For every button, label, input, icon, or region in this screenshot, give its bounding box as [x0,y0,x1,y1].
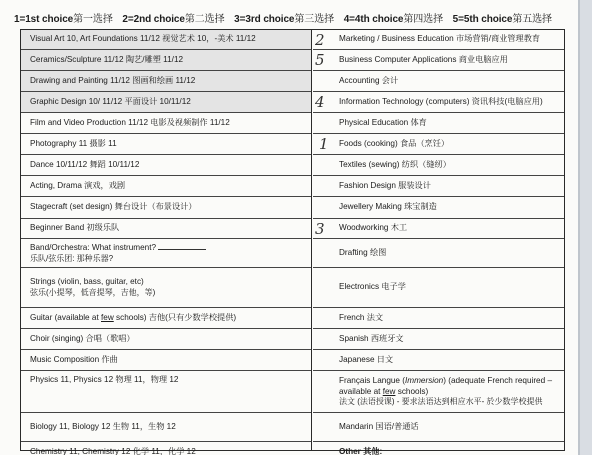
course-row-french-immersion[interactable]: Français Langue (Immersion) (adequate French required – available at few schools) 法文 (法语授课) - 要求法语达到相应水平- 於少数学校提供 [313,371,564,413]
legend-4-zh: 第四选择 [403,14,443,25]
course-row-drawing-painting[interactable]: Drawing and Painting 11/12 图画和绘画 11/12 [21,71,311,92]
legend-2-zh: 第二选择 [184,14,225,25]
course-row-choir[interactable]: Choir (singing) 合唱（歌唱） [21,329,311,350]
course-row-physics[interactable]: Physics 11, Physics 12 物理 11，物理 12 [21,371,311,413]
course-row-spanish[interactable]: Spanish 西班牙文 [313,329,564,350]
legend-4: 4=4th choice [343,14,404,25]
course-row-ceramics[interactable]: Ceramics/Sculpture 11/12 陶艺/雕塑 11/12 [21,50,311,71]
course-row-film-video[interactable]: Film and Video Production 11/12 电影及视频制作 11/12 [21,113,311,134]
course-table [20,29,565,455]
course-row-band-orchestra[interactable]: Band/Orchestra: What instrument? 乐队/弦乐团: 那种乐器? [21,239,311,268]
course-row-visual-art[interactable]: Visual Art 10, Art Foundations 11/12 视觉艺术 10，-美术 11/12 [21,30,311,50]
course-row-acting[interactable]: Acting, Drama 演戏，戏剧 [21,176,311,197]
course-row-stagecraft[interactable]: Stagecraft (set design) 舞台设计（布景设计） [21,197,311,219]
course-row-electronics[interactable]: Electronics 电子学 [313,268,564,308]
legend-3-zh: 第三选择 [294,14,335,25]
course-row-woodworking[interactable]: 3 Woodworking 木工 [313,219,564,239]
course-row-guitar[interactable]: Guitar (available at few schools) 吉他(只有少数学校提供) [21,308,311,329]
legend-5: 5=5th choice [452,14,513,25]
course-row-photography[interactable]: Photography 11 摄影 11 [21,134,311,155]
legend-2: 2=2nd choice [122,14,185,25]
course-row-jewellery[interactable]: Jewellery Making 珠宝制造 [313,197,564,219]
course-row-business-computer[interactable]: 5 Business Computer Applications 商业电脑应用 [313,50,564,71]
course-row-textiles[interactable]: Textiles (sewing) 纺织（缝纫） [313,155,564,176]
course-row-strings[interactable]: Strings (violin, bass, guitar, etc) 弦乐(小提琴，低音提琴，吉他，等) [21,268,311,308]
course-row-drafting[interactable]: Drafting 绘图 [313,239,564,268]
legend-3: 3=3rd choice [234,14,295,25]
legend-5-zh: 第五选择 [512,14,552,25]
right-course-column [313,30,564,455]
course-row-french[interactable]: French 法文 [313,308,564,329]
course-row-music-composition[interactable]: Music Composition 作曲 [21,350,311,371]
course-row-dance[interactable]: Dance 10/11/12 舞蹈 10/11/12 [21,155,311,176]
choice-mark-marketing[interactable]: 2 [315,31,325,49]
course-row-japanese[interactable]: Japanese 日文 [313,350,564,371]
left-course-column [21,30,312,455]
choice-mark-foods[interactable]: 1 [319,135,329,153]
course-row-marketing[interactable]: 2 Marketing / Business Education 市场营销/商业管理教育 [313,30,564,50]
instrument-blank[interactable] [158,242,206,250]
course-row-accounting[interactable]: Accounting 会计 [313,71,564,92]
course-row-beginner-band[interactable]: Beginner Band 初级乐队 [21,219,311,239]
course-row-graphic-design[interactable]: Graphic Design 10/ 11/12 平面设计 10/11/12 [21,92,311,113]
choice-mark-woodworking[interactable]: 3 [315,220,325,238]
course-row-fashion-design[interactable]: Fashion Design 服装设计 [313,176,564,197]
legend-1: 1=1st choice [14,14,74,25]
choice-legend [14,10,552,25]
course-row-physical-education[interactable]: Physical Education 体育 [313,113,564,134]
choice-mark-information-technology[interactable]: 4 [315,93,325,111]
choice-mark-business-computer[interactable]: 5 [315,51,325,69]
course-row-foods[interactable]: 1 Foods (cooking) 食品（烹饪） [313,134,564,155]
course-row-mandarin[interactable]: Mandarin 国语/普通话 [313,413,564,442]
course-row-information-technology[interactable]: 4 Information Technology (computers) 资讯科技(电脑应用) [313,92,564,113]
course-row-biology[interactable]: Biology 11, Biology 12 生物 11，生物 12 [21,413,311,442]
course-row-chemistry[interactable]: Chemistry 11, Chemistry 12 化学 11，化学 12 [30,446,196,455]
course-row-other[interactable]: Other 其他: [339,446,383,455]
legend-1-zh: 第一选择 [73,14,113,25]
